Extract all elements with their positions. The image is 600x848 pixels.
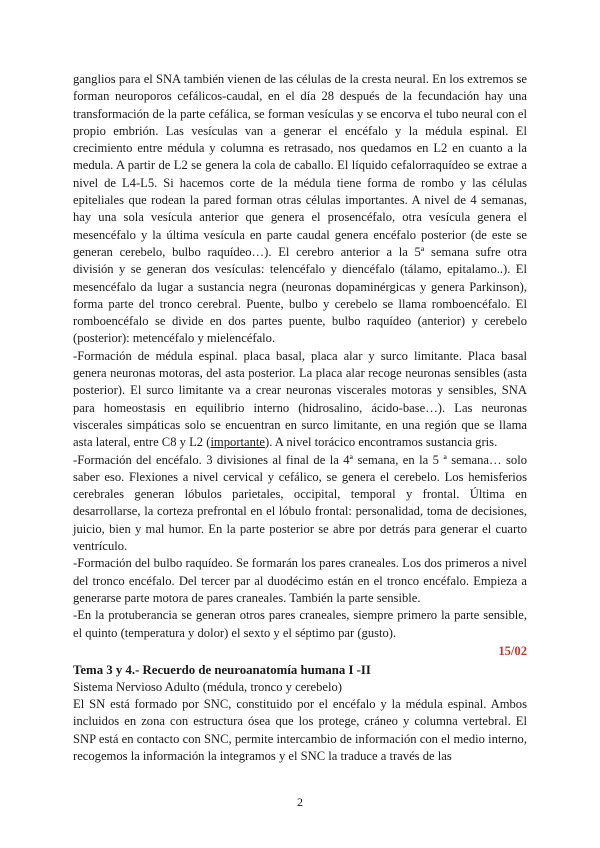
paragraph-spinal-cord-text: -Formación de médula espinal. placa basal, placa alar y surco limitante. Placa basal genera neuronas motoras, del asta posterior. La placa alar recoge neuronas sensibles (asta posterior). El surco limitante va a crear neuronas viscerales motoras y sensibles, SNA para homeostasis en equilibrio interno (hidrosalino, ácido-base…). Las neuronas viscerales simpáticas solo se encuentran en surco limitante, en una región que se llama asta lateral, entre C8 y L2 ( xyxy=(73,348,527,450)
date-label: 15/02 xyxy=(498,643,527,658)
paragraph-medulla: -Formación del bulbo raquídeo. Se formarán los pares craneales. Los dos primeros a nivel del tronco encéfalo. Del tercer par al duodécimo están en el tronco encéfalo. Empieza a generarse parte motora de pares craneales. También la parte sensible. xyxy=(73,556,527,605)
paragraph-spinal-cord-tail: ). A nivel torácico encontramos sustancia gris. xyxy=(265,435,498,450)
date-line xyxy=(73,642,527,659)
page-number: 2 xyxy=(297,795,303,809)
paragraph-embryology: ganglios para el SNA también vienen de las células de la cresta neural. En los extremos se forman neuroporos cefálicos-caudal, en el día 28 después de la fecundación hay una transformación de la parte cefálica, se forman vesículas y se encorva el tubo neural con el propio embrión. Las vesículas van a generar el encéfalo y la médula espinal. El crecimiento entre médula y columna es retrasado, nos quedamos en L2 en cuanto a la medula. A partir de L2 se genera la cola de caballo. El líquido cefalorraquídeo se extrae a nivel de L4-L5. Si hacemos corte de la médula tiene forma de rombo y las células epiteliales que rodean la pared forman otras células importantes. A nivel de 4 semanas, hay una sola vesícula anterior que genera el prosencéfalo, otra vesícula genera el mesencéfalo y la última vesícula en parte caudal genera encéfalo posterior (de este se generan cerebelo, bulbo raquídeo…). El cerebro anterior a la 5ª semana sufre otra división y se generan dos vesículas: telencéfalo y diencéfalo (tálamo, epitalamo..). El mesencéfalo da lugar a sustancia negra (neuronas dopaminérgicas y genera Parkinson), forma parte del tronco cerebral. Puente, bulbo y cerebelo se llama romboencéfalo. El romboencéfalo se divide en dos partes puente, bulbo raquídeo (anterior) y cerebelo (posterior): metencéfalo y mielencéfalo. xyxy=(73,72,527,346)
document-body xyxy=(73,71,527,765)
section-heading: Tema 3 y 4.- Recuerdo de neuroanatomía humana I -II xyxy=(73,662,371,677)
paragraph-encephalon: -Formación del encéfalo. 3 divisiones al final de la 4ª semana, en la 5 ª semana… solo saber eso. Flexiones a nivel cervical y cefálico, se genera el cerebelo. Los hemisferios cerebrales generan lóbulos parietales, occipital, temporal y frontal. Última en desarrollarse, la corteza prefrontal en el lóbulo frontal: personalidad, toma de decisiones, juicio, bien y mal humor. En la parte posterior se abre por detrás para generar el cuarto ventrículo. xyxy=(73,452,527,554)
section-subheading: Sistema Nervioso Adulto (médula, tronco y cerebelo) xyxy=(73,679,342,694)
underlined-word: importante xyxy=(210,435,265,450)
paragraph-sn-definition: El SN está formado por SNC, constituido por el encéfalo y la médula espinal. Ambos incluidos en zona con estructura ósea que los protege, cráneo y columna vertebral. El SNP está en contacto con SNC, permite intercambio de información con el medio interno, recogemos la información la integramos y el SNC la traduce a través de las xyxy=(73,697,527,763)
paragraph-pons: -En la protuberancia se generan otros pares craneales, siempre primero la parte sensible, el quinto (temperatura y dolor) el sexto y el séptimo par (gusto). xyxy=(73,608,527,640)
paragraph-spinal-cord xyxy=(73,348,527,452)
